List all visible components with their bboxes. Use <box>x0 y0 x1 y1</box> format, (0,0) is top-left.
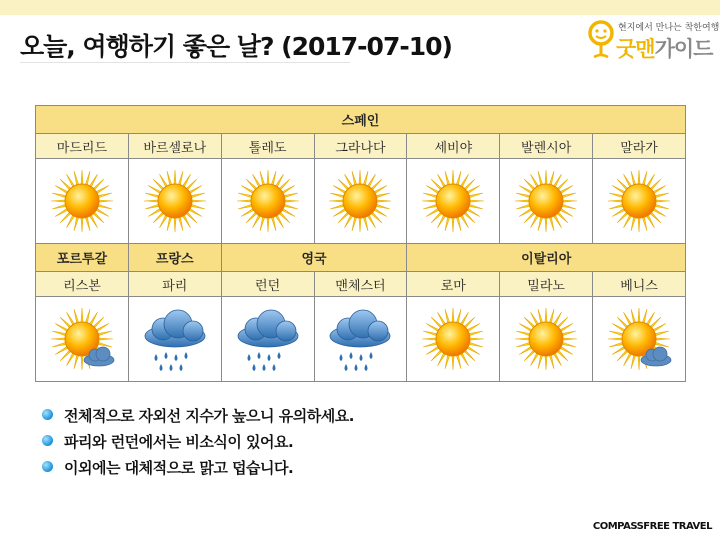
region-label: 이탈리아 <box>407 244 686 272</box>
city-label: 말라가 <box>593 134 686 159</box>
logo-name-accent: 굿맨 <box>616 37 655 61</box>
weather-cell <box>314 297 407 382</box>
city-label: 발렌시아 <box>500 134 593 159</box>
weather-cell <box>36 297 129 382</box>
sun-behind-cloud-icon <box>43 304 121 374</box>
city-header-row <box>36 272 686 297</box>
footer-brand: COMPASSFREE TRAVEL <box>592 521 712 532</box>
city-label: 톨레도 <box>221 134 314 159</box>
city-label: 파리 <box>128 272 221 297</box>
city-label: 세비야 <box>407 134 500 159</box>
bullet-dot-icon <box>42 435 53 446</box>
city-label: 맨체스터 <box>314 272 407 297</box>
region-spain: 스페인 <box>36 106 686 134</box>
sun-icon <box>414 166 492 236</box>
rain-cloud-icon <box>321 304 399 374</box>
logo-name-rest: 가이드 <box>654 37 713 61</box>
sun-icon <box>229 166 307 236</box>
logo-wordmark <box>616 33 712 63</box>
weather-icon-row <box>36 297 686 382</box>
title-divider <box>20 62 350 63</box>
city-label: 밀라노 <box>500 272 593 297</box>
weather-cell <box>500 297 593 382</box>
weather-cell <box>128 297 221 382</box>
goodman-guide-logo <box>588 18 720 62</box>
weather-cell <box>500 159 593 244</box>
weather-cell <box>314 159 407 244</box>
city-header-row <box>36 134 686 159</box>
city-label: 바르셀로나 <box>128 134 221 159</box>
bullet-dot-icon <box>42 409 53 420</box>
region-label: 포르투갈 <box>36 244 129 272</box>
weather-icon-row <box>36 159 686 244</box>
region-header-row <box>36 244 686 272</box>
page-title: 오늘, 여행하기 좋은 날? (2017-07-10) <box>20 32 452 61</box>
sun-icon <box>43 166 121 236</box>
note-text: 이외에는 대체적으로 맑고 덥습니다. <box>64 459 294 477</box>
city-label: 마드리드 <box>36 134 129 159</box>
city-label: 런던 <box>221 272 314 297</box>
note-text: 전체적으로 자외선 지수가 높으니 유의하세요. <box>64 407 354 425</box>
weather-table <box>35 105 686 382</box>
smiley-pin-icon <box>588 20 614 60</box>
region-label: 영국 <box>221 244 407 272</box>
region-header-row <box>36 106 686 134</box>
weather-cell <box>593 159 686 244</box>
weather-cell <box>128 159 221 244</box>
sun-icon <box>507 304 585 374</box>
weather-cell <box>36 159 129 244</box>
logo-tagline: 현지에서 만나는 착한여행 <box>618 23 720 33</box>
weather-cell <box>221 297 314 382</box>
rain-cloud-icon <box>229 304 307 374</box>
sun-icon <box>414 304 492 374</box>
sun-icon <box>507 166 585 236</box>
city-label: 로마 <box>407 272 500 297</box>
weather-cell <box>221 159 314 244</box>
weather-cell <box>407 159 500 244</box>
sun-icon <box>136 166 214 236</box>
city-label: 리스본 <box>36 272 129 297</box>
rain-cloud-icon <box>136 304 214 374</box>
sun-icon <box>321 166 399 236</box>
sun-behind-cloud-icon <box>600 304 678 374</box>
sun-icon <box>600 166 678 236</box>
top-band <box>0 0 720 15</box>
city-label: 그라나다 <box>314 134 407 159</box>
city-label: 베니스 <box>593 272 686 297</box>
region-label: 프랑스 <box>128 244 221 272</box>
weather-cell <box>407 297 500 382</box>
note-text: 파리와 런던에서는 비소식이 있어요. <box>64 433 294 451</box>
weather-cell <box>593 297 686 382</box>
bullet-dot-icon <box>42 461 53 472</box>
